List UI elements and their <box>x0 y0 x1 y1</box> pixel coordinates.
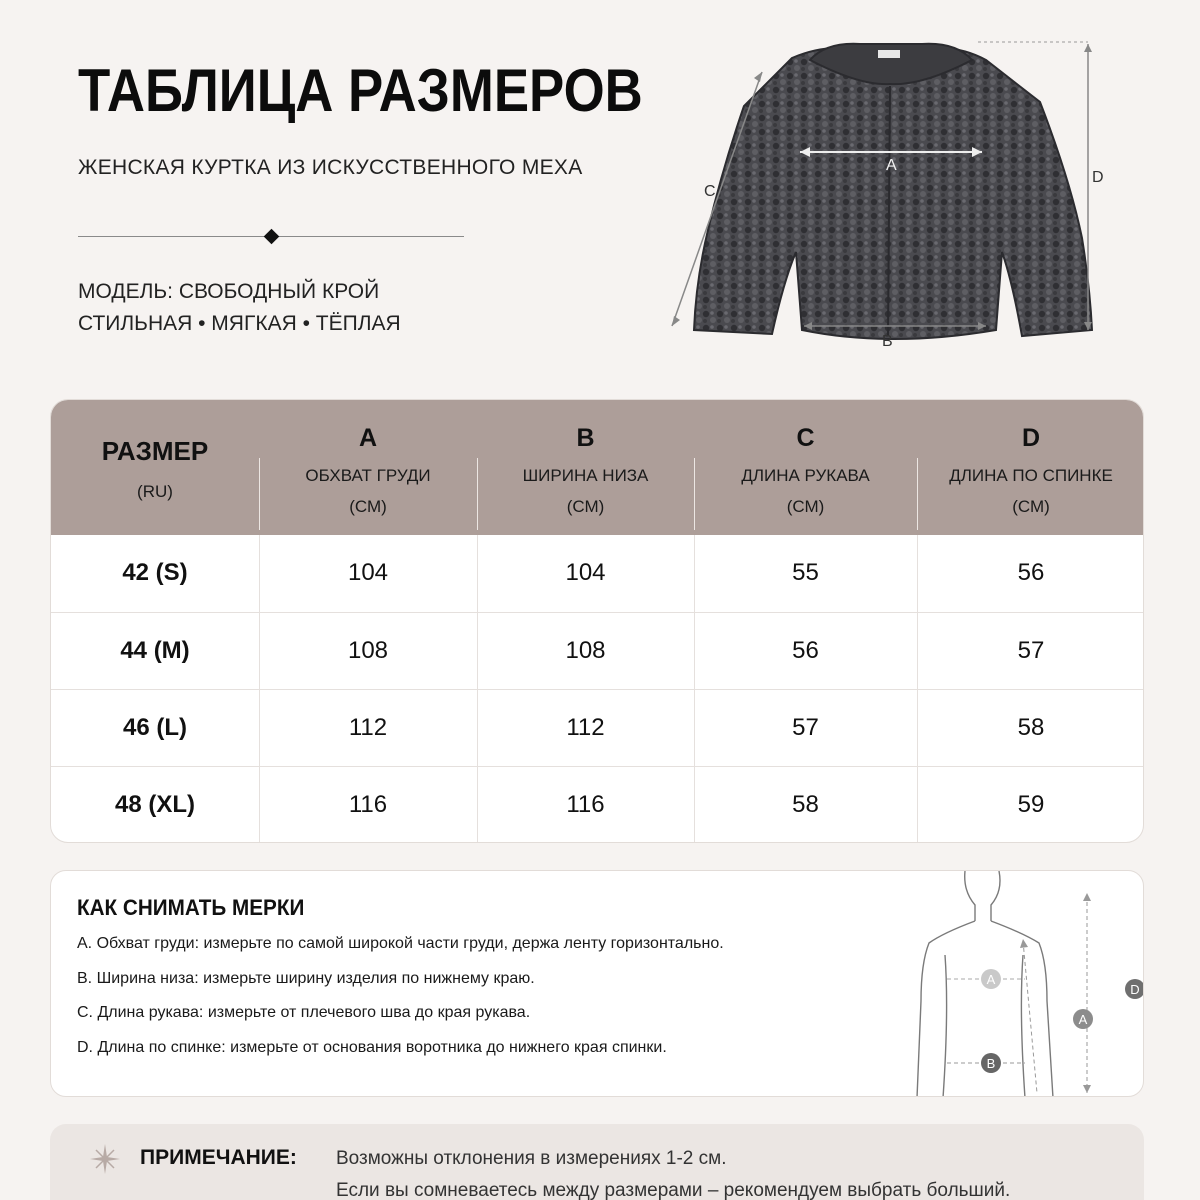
cell-size: 42 (S) <box>122 559 188 586</box>
diamond-icon <box>264 229 280 245</box>
cell-value: 56 <box>792 637 819 664</box>
cell-value: 116 <box>566 791 605 818</box>
table-row <box>51 766 1143 842</box>
cell-size: 48 (XL) <box>114 791 195 818</box>
header-name: ШИРИНА НИЗА <box>522 466 649 485</box>
header-size-label: РАЗМЕР <box>101 436 209 466</box>
features-description: СТИЛЬНАЯ • МЯГКАЯ • ТЁПЛАЯ <box>78 312 401 335</box>
instruction-a: A. Обхват груди: измерьте по самой широкой части груди, держа ленту горизонтально. <box>77 935 724 952</box>
header-size <box>51 400 259 535</box>
figure-label-a: A <box>986 972 996 987</box>
note-line-1: Возможны отклонения в измерениях 1-2 см. <box>336 1148 727 1169</box>
cell-size: 46 (L) <box>122 714 187 741</box>
dim-label-a: A <box>886 157 897 174</box>
header-size-unit: (RU) <box>137 482 173 501</box>
cell-value: 108 <box>347 637 389 664</box>
body-figure-illustration <box>847 871 1144 1097</box>
header-col-c <box>694 400 917 535</box>
note-line-2: Если вы сомневаетесь между размерами – рекомендуем выбрать больший. <box>336 1180 1011 1200</box>
model-description: МОДЕЛЬ: СВОБОДНЫЙ КРОЙ <box>78 280 380 303</box>
instruction-d: D. Длина по спинке: измерьте от основания воротника до нижнего края спинки. <box>77 1039 667 1056</box>
table-header <box>51 400 1143 535</box>
cell-value: 104 <box>347 559 389 586</box>
table-row <box>51 689 1143 765</box>
cell-value: 112 <box>348 714 388 741</box>
figure-label-b: B <box>986 1056 996 1071</box>
page-subtitle: ЖЕНСКАЯ КУРТКА ИЗ ИСКУССТВЕННОГО МЕХА <box>78 156 583 179</box>
how-to-measure-title: КАК СНИМАТЬ МЕРКИ <box>77 895 305 920</box>
cell-value: 57 <box>1017 637 1045 664</box>
header-name: ОБХВАТ ГРУДИ <box>305 466 431 485</box>
header-unit: (СМ) <box>349 497 387 516</box>
figure-label-a-side: A <box>1078 1012 1088 1027</box>
size-table <box>50 399 1144 843</box>
header-separator <box>477 458 478 530</box>
header-unit: (СМ) <box>566 497 605 516</box>
jacket-illustration <box>660 30 1120 380</box>
header-name: ДЛИНА ПО СПИНКЕ <box>949 466 1113 485</box>
header-name: ДЛИНА РУКАВА <box>741 466 870 485</box>
cell-value: 116 <box>348 791 388 818</box>
cell-size: 44 (M) <box>120 637 190 664</box>
table-row <box>51 535 1143 611</box>
header-letter: A <box>358 424 378 452</box>
header-col-b <box>477 400 694 535</box>
sparkle-icon <box>88 1142 122 1176</box>
page-title: ТАБЛИЦА РАЗМЕРОВ <box>78 57 643 124</box>
cell-value: 104 <box>565 559 606 586</box>
dim-label-d: D <box>1092 169 1104 186</box>
note-label: ПРИМЕЧАНИЕ: <box>140 1146 297 1169</box>
instruction-c: C. Длина рукава: измерьте от плечевого шва до края рукава. <box>77 1004 531 1021</box>
note-card <box>50 1124 1144 1200</box>
table-row <box>51 612 1143 688</box>
header-separator <box>259 458 260 530</box>
header-unit: (СМ) <box>1012 497 1050 516</box>
cell-value: 59 <box>1017 791 1045 818</box>
cell-value: 108 <box>565 637 606 664</box>
dim-label-c: C <box>704 183 716 200</box>
figure-label-d: D <box>1130 982 1140 997</box>
dim-label-b: B <box>882 333 893 350</box>
header-col-d <box>917 400 1144 535</box>
header-letter: C <box>796 424 815 452</box>
cell-value: 58 <box>792 791 819 818</box>
header-unit: (СМ) <box>786 497 825 516</box>
header-separator <box>917 458 918 530</box>
cell-value: 57 <box>792 714 819 741</box>
header-letter: D <box>1021 424 1041 452</box>
header-separator <box>694 458 695 530</box>
header-col-a <box>259 400 477 535</box>
cell-value: 56 <box>1017 559 1045 586</box>
cell-value: 55 <box>792 559 819 586</box>
how-to-measure-card <box>50 870 1144 1097</box>
header-letter: B <box>576 424 595 452</box>
instruction-b: B. Ширина низа: измерьте ширину изделия по нижнему краю. <box>77 970 535 987</box>
cell-value: 112 <box>566 714 605 741</box>
cell-value: 58 <box>1017 714 1045 741</box>
